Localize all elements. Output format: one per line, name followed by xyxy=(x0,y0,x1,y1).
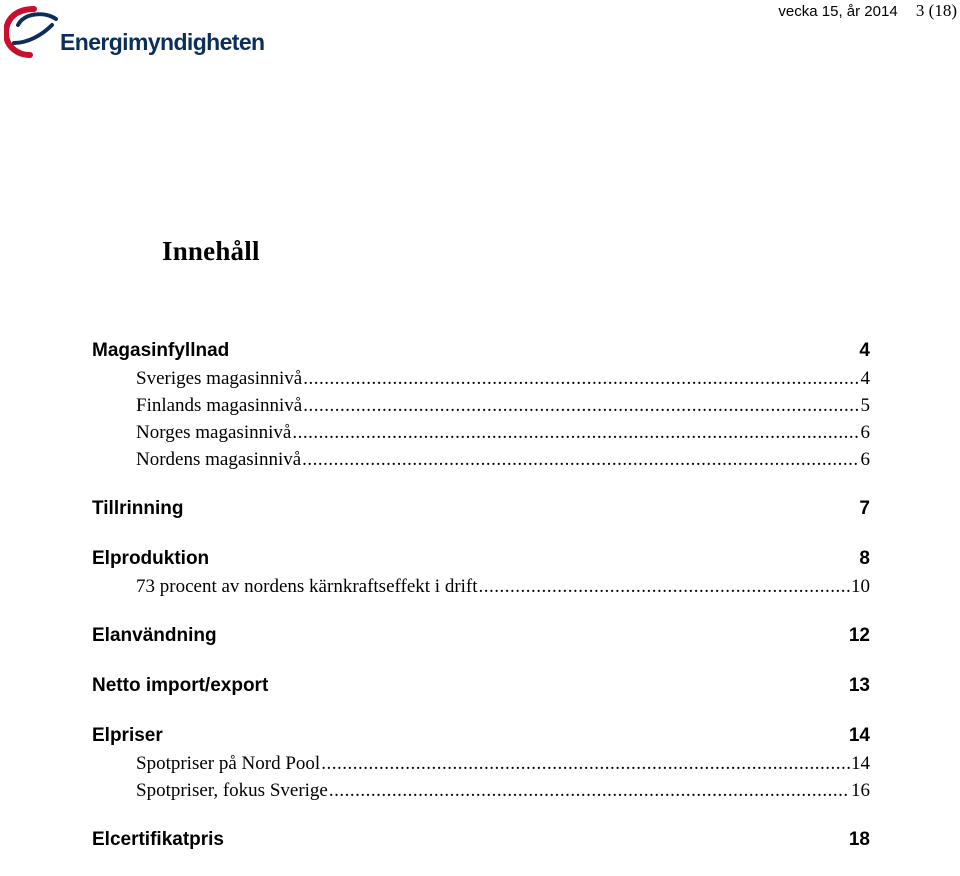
logo-wordmark: Energimyndigheten xyxy=(60,29,265,55)
toc-title: Innehåll xyxy=(162,236,260,266)
toc-subentry-title: 73 procent av nordens kärnkraftseffekt i drift xyxy=(136,576,478,597)
toc-subentry-page: 4 xyxy=(860,368,870,389)
toc-section-page: 4 xyxy=(859,340,870,361)
toc-section xyxy=(92,495,870,523)
toc-section-title: Netto import/export xyxy=(92,675,269,696)
toc-subentry[interactable] xyxy=(92,750,870,777)
toc-subentry-title: Sveriges magasinnivå xyxy=(136,368,303,389)
dot-leader xyxy=(303,392,859,419)
toc-section xyxy=(92,337,870,473)
toc-subentry-title: Nordens magasinnivå xyxy=(136,449,302,470)
toc-section-page: 18 xyxy=(848,829,870,850)
toc-section-title: Tillrinning xyxy=(92,498,184,519)
dot-leader xyxy=(302,446,859,473)
page-number: 3 (18) xyxy=(915,1,957,20)
toc-subentry[interactable] xyxy=(92,573,870,600)
toc-subentry-title: Finlands magasinnivå xyxy=(136,395,303,416)
dot-leader xyxy=(321,750,850,777)
toc-subentry[interactable] xyxy=(92,446,870,473)
toc-section xyxy=(92,722,870,804)
energimyndigheten-logo-icon xyxy=(4,3,60,59)
page-header xyxy=(778,1,957,21)
dot-leader xyxy=(303,365,859,392)
report-week: vecka 15, år 2014 xyxy=(778,3,898,20)
toc-subentry-title: Spotpriser på Nord Pool xyxy=(136,753,321,774)
toc-section-title: Elproduktion xyxy=(92,548,210,569)
toc-section-entry[interactable] xyxy=(92,672,870,700)
toc-subentry-title: Spotpriser, fokus Sverige xyxy=(136,780,328,801)
toc-subentry[interactable] xyxy=(92,777,870,804)
toc-subentry-page: 6 xyxy=(860,449,870,470)
dot-leader xyxy=(329,777,850,804)
toc-section-page: 8 xyxy=(859,548,870,569)
toc-subentry-title: Norges magasinnivå xyxy=(136,422,292,443)
toc-section-title: Elpriser xyxy=(92,725,163,746)
toc-subentry-page: 16 xyxy=(851,780,870,801)
toc-section-title: Elcertifikatpris xyxy=(92,829,224,850)
toc-section-entry[interactable] xyxy=(92,622,870,650)
toc-section xyxy=(92,545,870,600)
toc-section-entry[interactable] xyxy=(92,495,870,523)
toc-section-page: 14 xyxy=(848,725,870,746)
toc-section-page: 12 xyxy=(848,625,870,646)
toc-section-page: 13 xyxy=(848,675,870,696)
toc-section xyxy=(92,622,870,650)
toc-section xyxy=(92,672,870,700)
toc-section-entry[interactable] xyxy=(92,826,870,854)
toc-subentry[interactable] xyxy=(92,392,870,419)
dot-leader xyxy=(292,419,859,446)
toc-subentry-page: 14 xyxy=(851,753,870,774)
dot-leader xyxy=(479,573,850,600)
toc-subentry-page: 6 xyxy=(860,422,870,443)
toc-section-title: Magasinfyllnad xyxy=(92,340,230,361)
table-of-contents xyxy=(92,337,870,876)
energimyndigheten-logo xyxy=(4,3,265,59)
toc-section-entry[interactable] xyxy=(92,337,870,365)
toc-subentry-page: 5 xyxy=(860,395,870,416)
toc-section-entry[interactable] xyxy=(92,545,870,573)
toc-subentry-page: 10 xyxy=(851,576,870,597)
toc-section-page: 7 xyxy=(859,498,870,519)
toc-section xyxy=(92,826,870,854)
toc-section-title: Elanvändning xyxy=(92,625,217,646)
toc-subentry[interactable] xyxy=(92,419,870,446)
toc-subentry[interactable] xyxy=(92,365,870,392)
toc-section-entry[interactable] xyxy=(92,722,870,750)
